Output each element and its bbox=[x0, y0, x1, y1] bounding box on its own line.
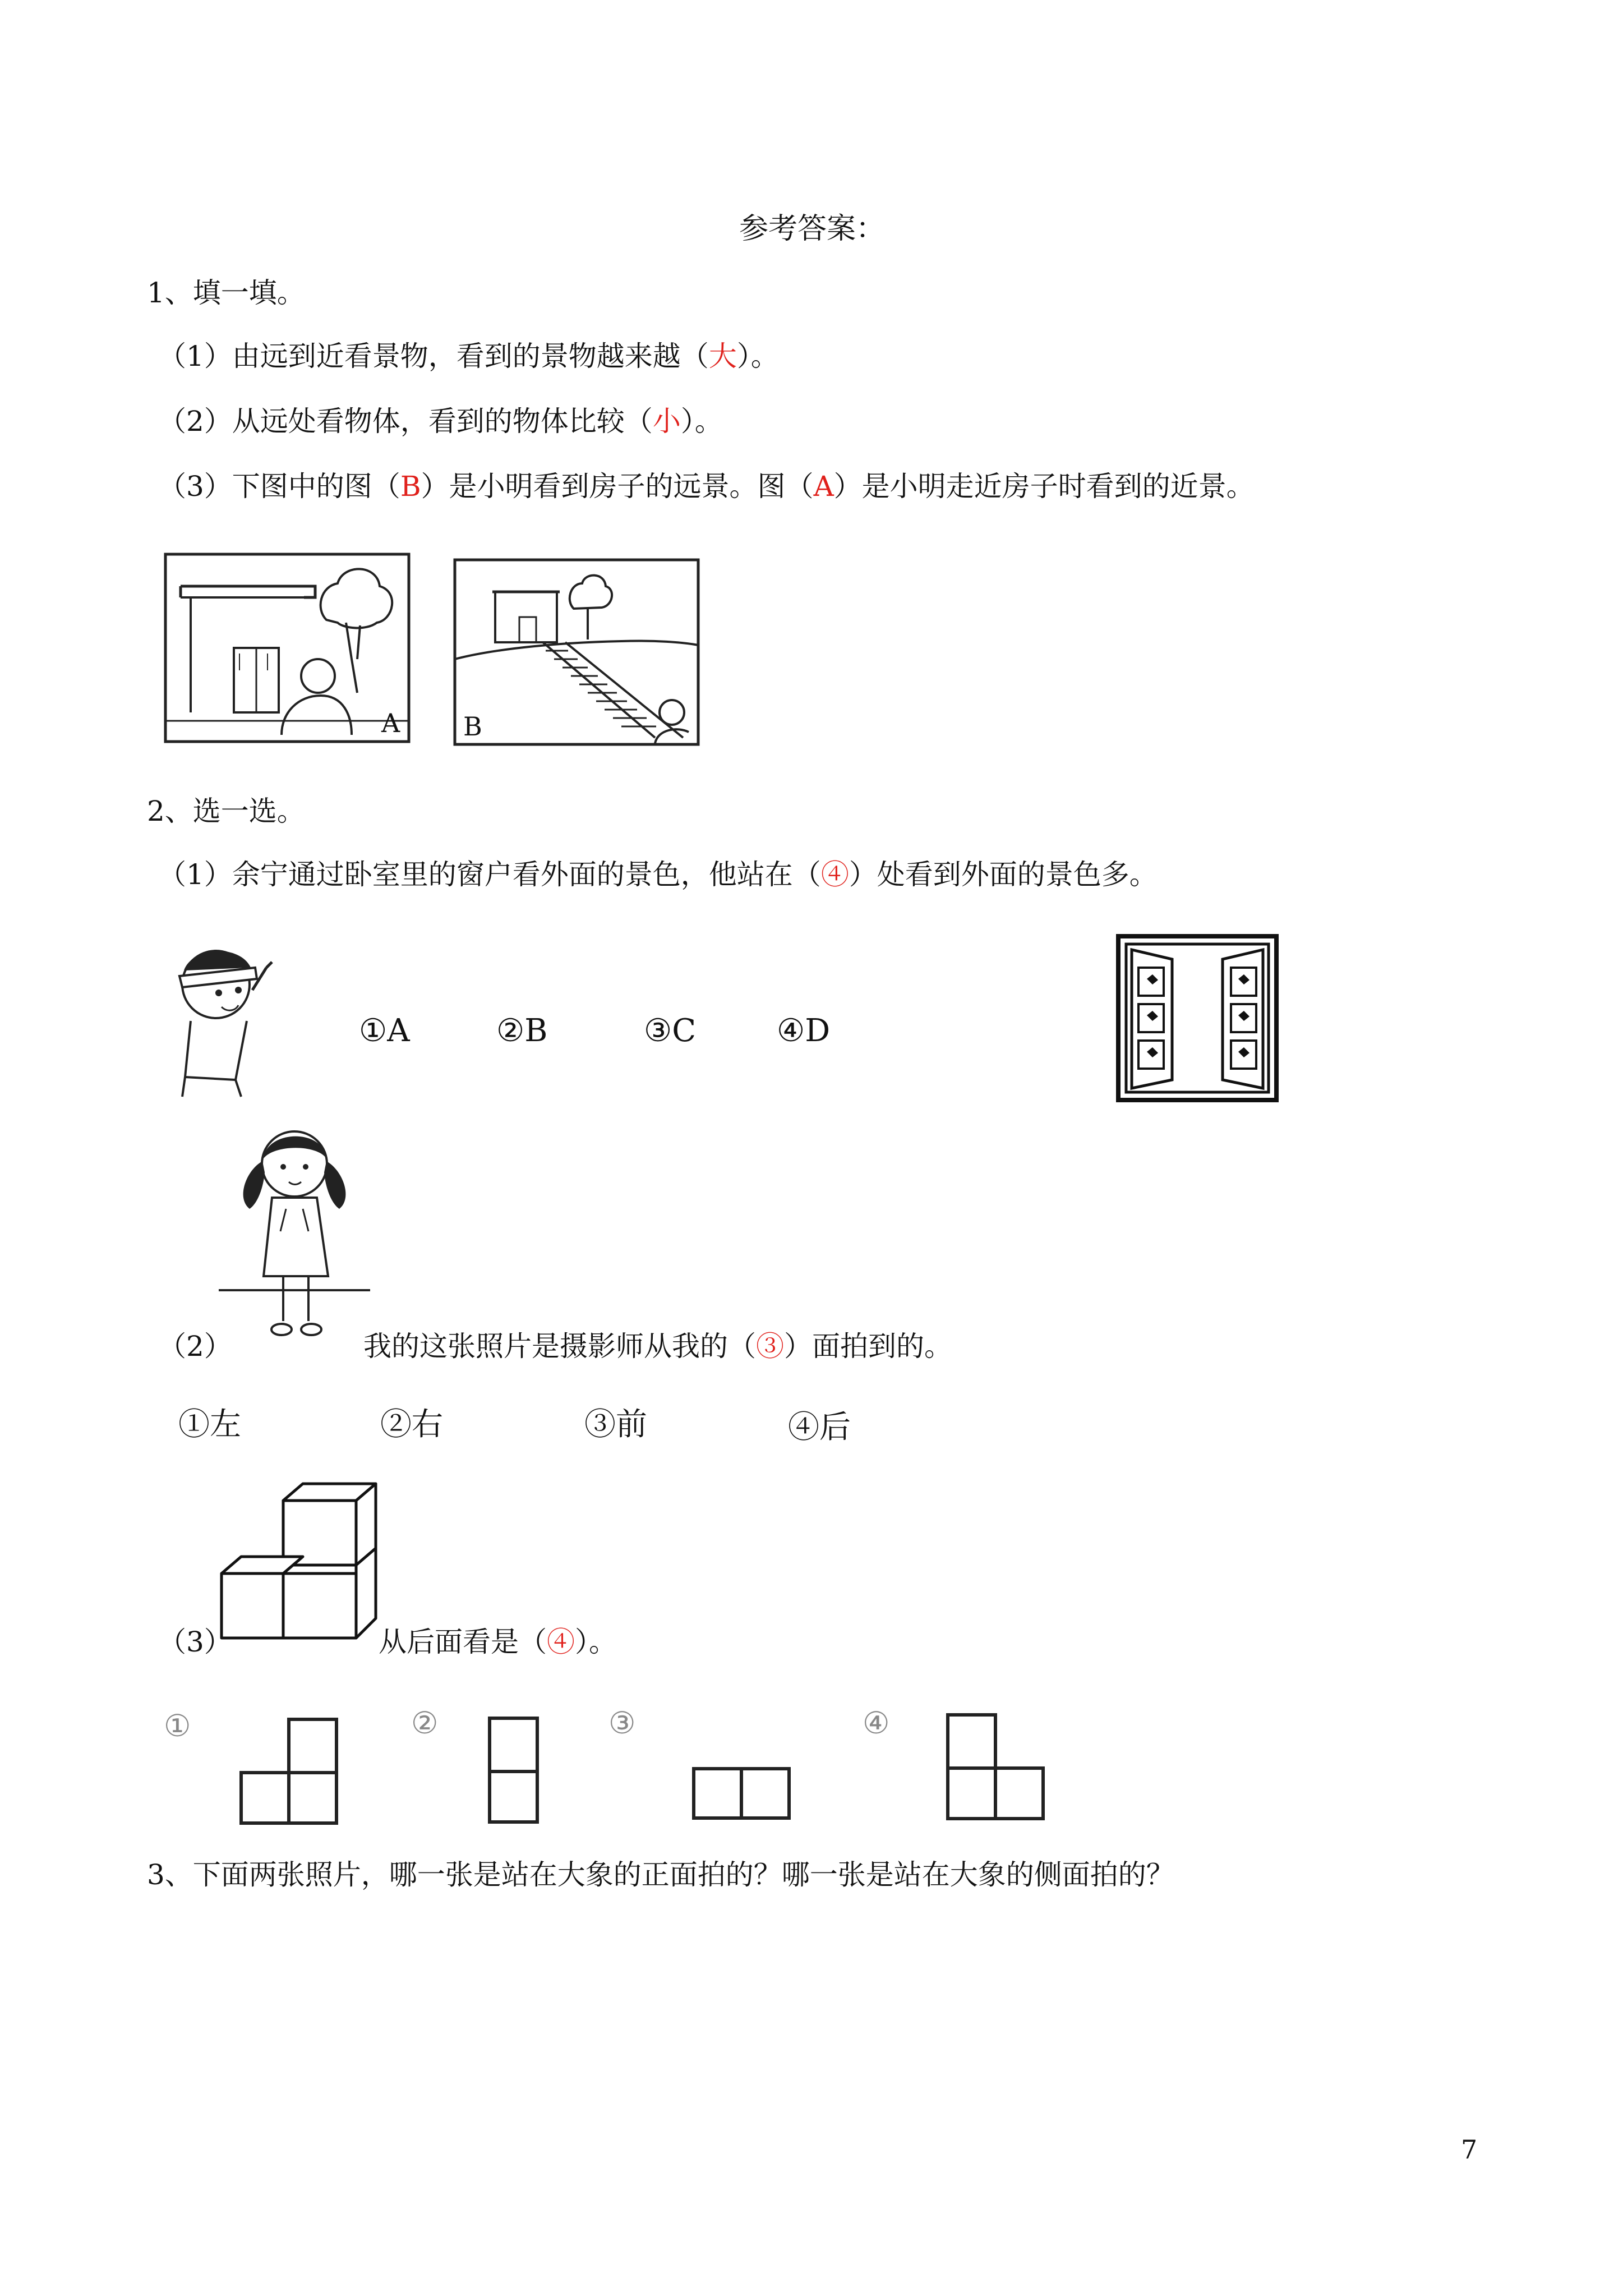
girl-illustration bbox=[219, 1119, 370, 1343]
option-2-1-2: ②B bbox=[496, 1013, 548, 1049]
window-illustration bbox=[1116, 934, 1279, 1102]
option-2-3-1-label: ① bbox=[164, 1708, 191, 1743]
option-2-3-4-view bbox=[945, 1712, 1046, 1821]
answer: ④ bbox=[820, 858, 849, 891]
option-2-3-2-label: ② bbox=[411, 1705, 439, 1741]
option-2-2-2: ②右 bbox=[380, 1406, 443, 1443]
question-2-1: （1）余宁通过卧室里的窗户看外面的景色，他站在（④）处看到外面的景色多。 bbox=[158, 858, 1158, 891]
question-1-3: （3）下图中的图（B）是小明看到房子的远景。图（A）是小明走近房子时看到的近景。 bbox=[158, 470, 1255, 503]
question-1-2: （2）从远处看物体，看到的物体比较（小）。 bbox=[158, 405, 723, 438]
answer: 大 bbox=[708, 340, 737, 372]
option-2-2-4: ④后 bbox=[788, 1409, 851, 1446]
page-number: 7 bbox=[1461, 2134, 1478, 2165]
answer: ④ bbox=[547, 1626, 575, 1658]
figure-label-b: B bbox=[463, 711, 482, 742]
figure-label-a: A bbox=[381, 708, 400, 738]
option-2-2-1: ①左 bbox=[178, 1406, 241, 1443]
question-2-3-number: （3） bbox=[158, 1626, 232, 1658]
boy-illustration bbox=[163, 937, 280, 1105]
option-2-3-2-view bbox=[487, 1715, 540, 1825]
option-2-1-4: ④D bbox=[777, 1013, 831, 1049]
option-2-3-3-label: ③ bbox=[608, 1705, 636, 1741]
option-2-1-3: ③C bbox=[644, 1013, 697, 1049]
section-3-heading: 3、下面两张照片，哪一张是站在大象的正面拍的？哪一张是站在大象的侧面拍的？ bbox=[147, 1858, 1174, 1891]
answer-1: B bbox=[400, 470, 421, 503]
answer: ③ bbox=[756, 1330, 784, 1363]
question-2-2-number: （2） bbox=[158, 1330, 232, 1363]
figure-far-view-house bbox=[453, 558, 700, 746]
figure-near-view-house bbox=[164, 553, 411, 743]
option-2-3-1-view bbox=[238, 1717, 339, 1826]
section-1-heading: 1、填一填。 bbox=[147, 277, 305, 309]
answer-2: A bbox=[813, 470, 834, 503]
option-2-3-4-label: ④ bbox=[863, 1705, 890, 1741]
question-2-3: 从后面看是（④）。 bbox=[379, 1626, 617, 1658]
page-title: 参考答案： bbox=[739, 212, 886, 246]
question-2-2: 我的这张照片是摄影师从我的（③）面拍到的。 bbox=[363, 1330, 952, 1363]
option-2-1-1: ①A bbox=[359, 1013, 410, 1049]
option-2-2-3: ③前 bbox=[584, 1406, 647, 1443]
cube-stack-illustration bbox=[219, 1481, 381, 1644]
answer: 小 bbox=[652, 405, 681, 438]
section-2-heading: 2、选一选。 bbox=[147, 795, 305, 827]
option-2-3-3-view bbox=[691, 1766, 792, 1822]
question-1-1: （1）由远到近看景物，看到的景物越来越（大）。 bbox=[158, 340, 779, 372]
